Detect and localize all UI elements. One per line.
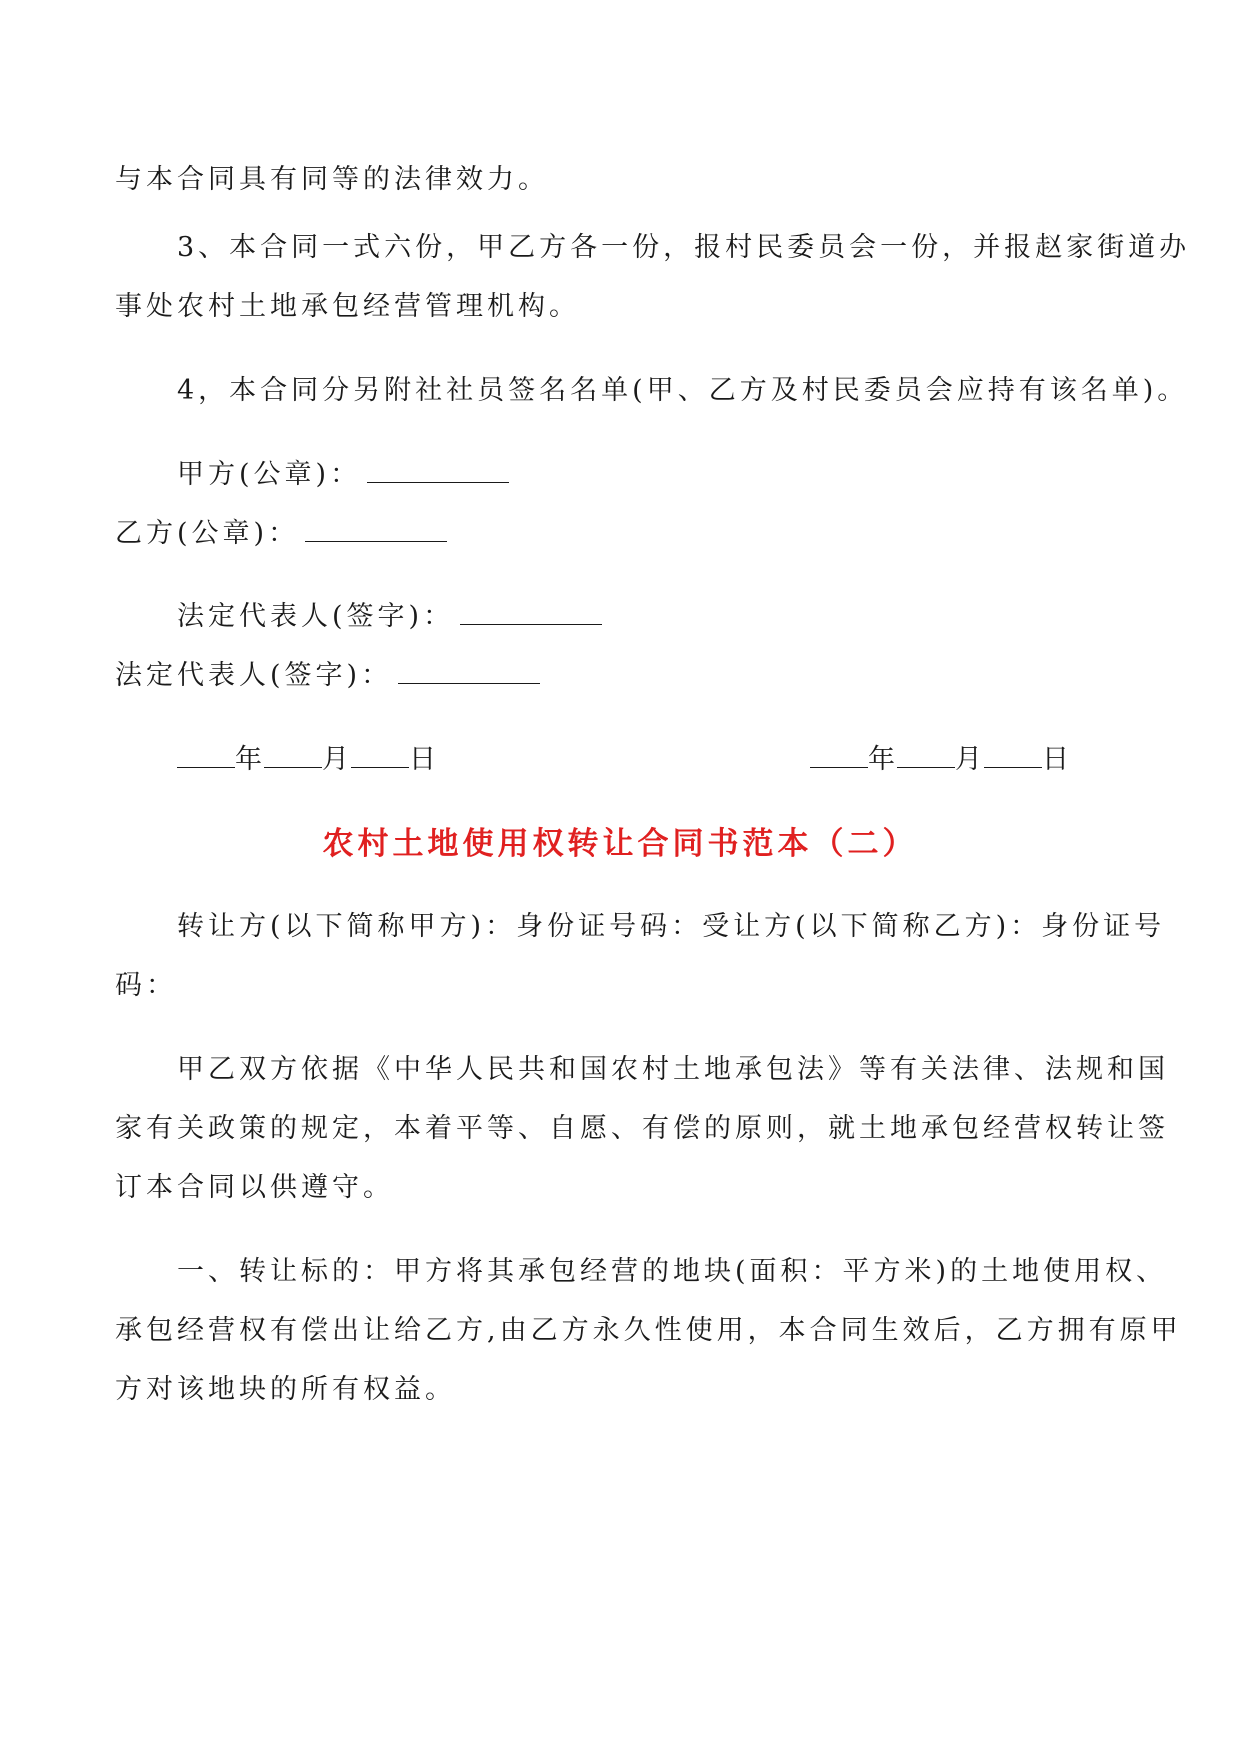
signature-party-a — [177, 455, 509, 495]
paragraph-line: 事处农村土地承包经营管理机构。 — [115, 291, 580, 322]
paragraph-line: 订本合同以供遵守。 — [115, 1172, 394, 1203]
paragraph-line: 3、本合同一式六份，甲乙方各一份，报村民委员会一份，并报赵家街道办 — [177, 232, 1191, 263]
signature-party-b — [115, 514, 447, 554]
signature-label: 乙方(公章)： — [115, 518, 300, 549]
section-title: 农村土地使用权转让合同书范本（二） — [322, 826, 918, 862]
date-month-label: 月 — [322, 744, 351, 775]
signature-blank — [460, 598, 602, 625]
paragraph-line: 甲乙双方依据《中华人民共和国农村土地承包法》等有关法律、法规和国 — [177, 1054, 1169, 1085]
date-blank — [984, 741, 1042, 768]
paragraph-line: 家有关政策的规定，本着平等、自愿、有偿的原则，就土地承包经营权转让签 — [115, 1113, 1169, 1144]
paragraph-line: 方对该地块的所有权益。 — [115, 1374, 456, 1405]
date-line-left — [177, 740, 438, 780]
date-blank — [351, 741, 409, 768]
date-blank — [177, 741, 235, 768]
paragraph-line: 承包经营权有偿出让给乙方,由乙方永久性使用，本合同生效后，乙方拥有原甲 — [115, 1315, 1182, 1346]
date-year-label: 年 — [868, 744, 897, 775]
date-month-label: 月 — [955, 744, 984, 775]
signature-representative-b — [115, 656, 540, 696]
signature-label: 法定代表人(签字)： — [115, 660, 393, 691]
signature-blank — [398, 657, 540, 684]
date-day-label: 日 — [409, 744, 438, 775]
date-day-label: 日 — [1042, 744, 1071, 775]
signature-representative-a — [177, 597, 602, 637]
paragraph-line: 与本合同具有同等的法律效力。 — [115, 164, 549, 195]
signature-blank — [367, 456, 509, 483]
signature-label: 法定代表人(签字)： — [177, 601, 455, 632]
date-blank — [810, 741, 868, 768]
date-line-right — [810, 740, 1071, 780]
date-year-label: 年 — [235, 744, 264, 775]
signature-blank — [305, 515, 447, 542]
signature-label: 甲方(公章)： — [177, 459, 362, 490]
paragraph-line: 4，本合同分另附社社员签名名单(甲、乙方及村民委员会应持有该名单)。 — [177, 375, 1189, 406]
date-blank — [897, 741, 955, 768]
paragraph-line: 转让方(以下简称甲方)：身份证号码：受让方(以下简称乙方)：身份证号 — [177, 911, 1166, 942]
paragraph-line: 码： — [115, 970, 177, 1001]
paragraph-line: 一、转让标的：甲方将其承包经营的地块(面积：平方米)的土地使用权、 — [177, 1256, 1168, 1287]
date-blank — [264, 741, 322, 768]
